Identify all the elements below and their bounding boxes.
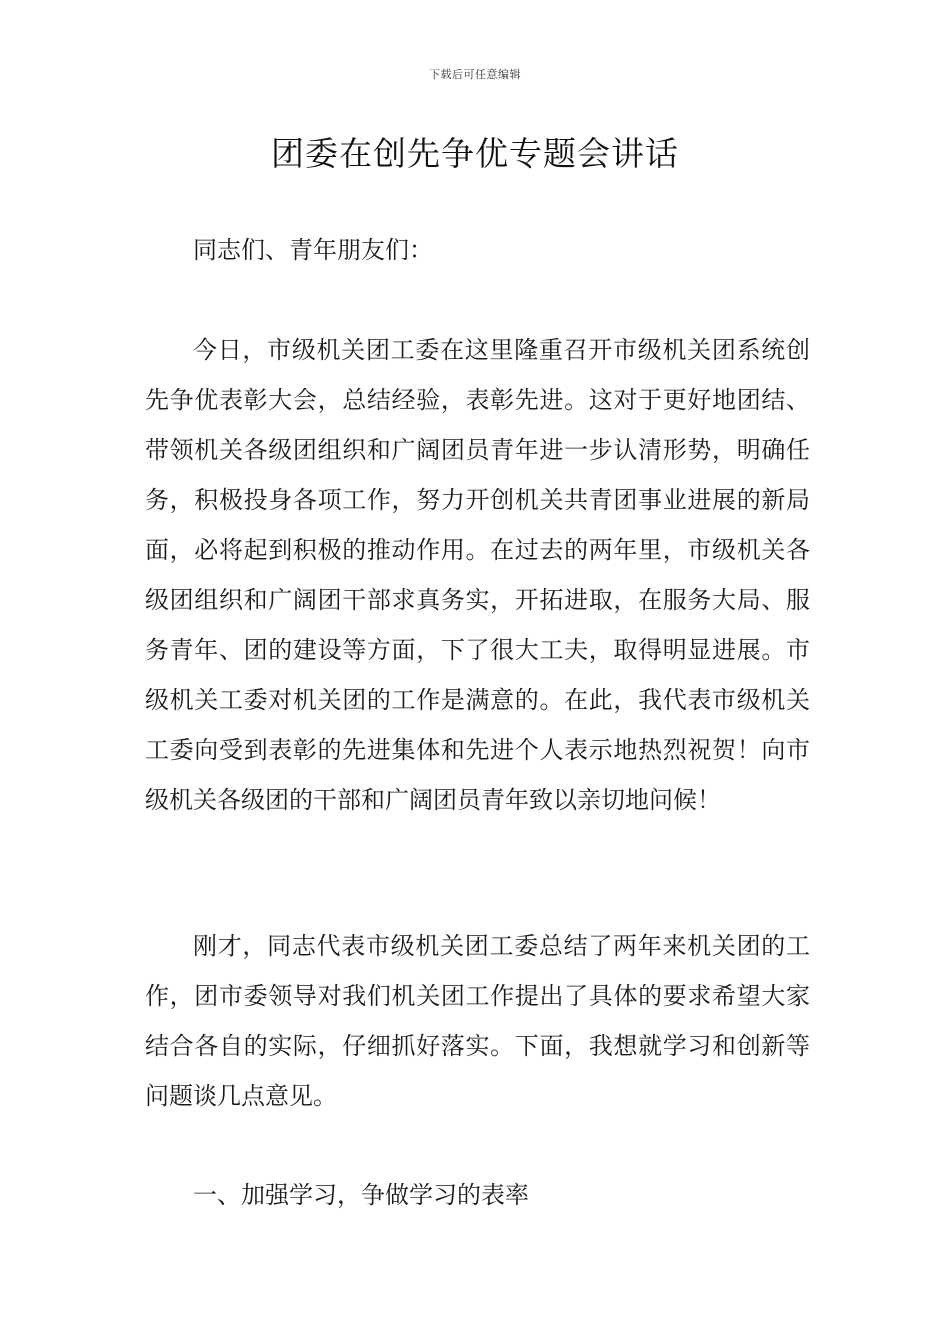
- salutation: 同志们、青年朋友们：: [193, 236, 433, 264]
- paragraph-1: 今日，市级机关团工委在这里隆重召开市级机关团系统创先争优表彰大会，总结经验，表彰先进。这对于更好地团结、带领机关各级团组织和广阔团员青年进一步认清形势，明确任务，积极投身各项工作，努力开创机关共青团事业进展的新局面，必将起到积极的推动作用。在过去的两年里，市级机关各级团组织和广阔团干部求真务实，开拓进取，在服务大局、服务青年、团的建设等方面，下了很大工夫，取得明显进展。市级机关工委对机关团的工作是满意的。在此，我代表市级机关工委向受到表彰的先进集体和先进个人表示地热烈祝贺！向市级机关各级团的干部和广阔团员青年致以亲切地问候！: [145, 336, 810, 814]
- section-heading: 一、加强学习，争做学习的表率: [193, 1181, 529, 1209]
- paragraph-2: 刚才，同志代表市级机关团工委总结了两年来机关团的工作，团市委领导对我们机关团工作提出了具体的要求希望大家结合各自的实际，仔细抓好落实。下面，我想就学习和创新等问题谈几点意见。: [145, 932, 810, 1110]
- document-title: 团委在创先争优专题会讲话: [271, 134, 679, 173]
- header-note: 下载后可任意编辑: [429, 68, 521, 81]
